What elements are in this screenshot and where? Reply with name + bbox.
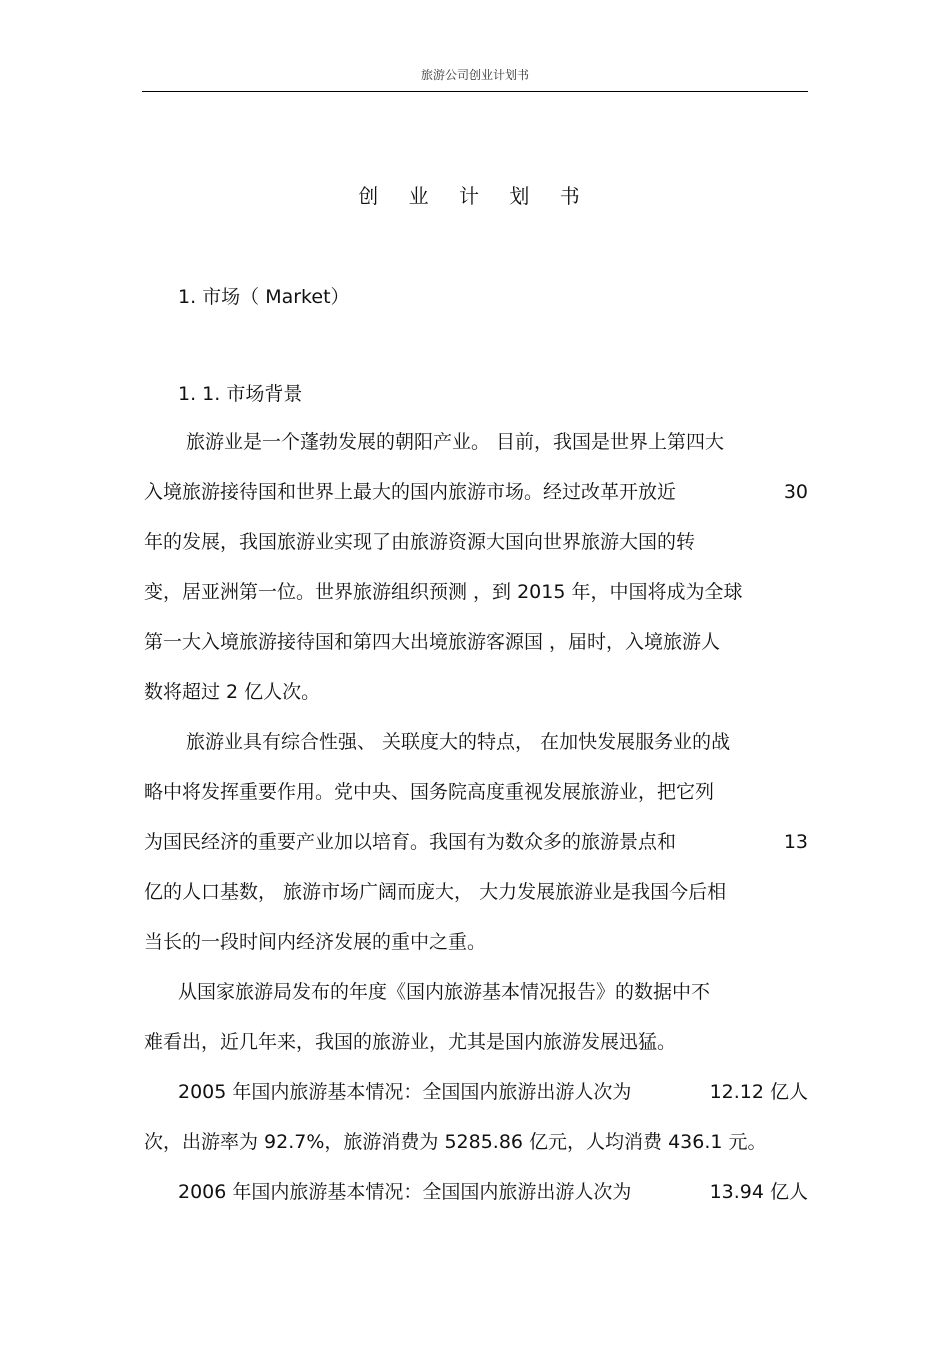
paragraph-line: 旅游业是一个蓬勃发展的朝阳产业。 目前，我国是世界上第四大 [186, 431, 725, 453]
header-divider [142, 91, 808, 92]
section-heading-market: 1. 市场（ Market） [178, 286, 350, 308]
paragraph-line [178, 1080, 808, 1104]
paragraph-line: 数将超过 2 亿人次。 [144, 681, 321, 703]
paragraph-line: 年的发展，我国旅游业实现了由旅游资源大国向世界旅游大国的转 [144, 531, 696, 553]
paragraph-line: 当长的一段时间内经济发展的重中之重。 [144, 931, 487, 953]
line-text: 2005 年国内旅游基本情况：全国国内旅游出游人次为 [178, 1081, 632, 1103]
line-value: 12.12 亿人 [709, 1081, 808, 1103]
paragraph-line [144, 830, 808, 854]
paragraph-line: 从国家旅游局发布的年度《国内旅游基本情况报告》的数据中不 [178, 981, 711, 1003]
paragraph-line: 变，居亚洲第一位。世界旅游组织预测 ，到 2015 年，中国将成为全球 [144, 581, 743, 603]
subsection-heading-market-background: 1. 1. 市场背景 [178, 383, 303, 405]
paragraph-line: 亿的人口基数， 旅游市场广阔而庞大， 大力发展旅游业是我国今后相 [144, 881, 727, 903]
line-number: 30 [783, 481, 808, 503]
paragraph-line: 次，出游率为 92.7%，旅游消费为 5285.86 亿元，人均消费 436.1 元。 [144, 1131, 767, 1153]
line-text: 2006 年国内旅游基本情况：全国国内旅游出游人次为 [178, 1181, 632, 1203]
paragraph-line [144, 480, 808, 504]
line-number: 13 [783, 831, 808, 853]
paragraph-line: 难看出，近几年来，我国的旅游业，尤其是国内旅游发展迅猛。 [144, 1031, 677, 1053]
paragraph-line: 略中将发挥重要作用。党中央、国务院高度重视发展旅游业，把它列 [144, 781, 715, 803]
running-header: 旅游公司创业计划书 [420, 68, 529, 82]
line-text: 为国民经济的重要产业加以培育。我国有为数众多的旅游景点和 [144, 831, 677, 853]
paragraph-line: 旅游业具有综合性强、 关联度大的特点， 在加快发展服务业的战 [186, 731, 731, 753]
line-text: 入境旅游接待国和世界上最大的国内旅游市场。经过改革开放近 [144, 481, 677, 503]
document-title: 创 业 计 划 书 [358, 184, 592, 208]
paragraph-line: 第一大入境旅游接待国和第四大出境旅游客源国 ，届时，入境旅游人 [144, 631, 721, 653]
paragraph-line [178, 1180, 808, 1204]
line-value: 13.94 亿人 [709, 1181, 808, 1203]
